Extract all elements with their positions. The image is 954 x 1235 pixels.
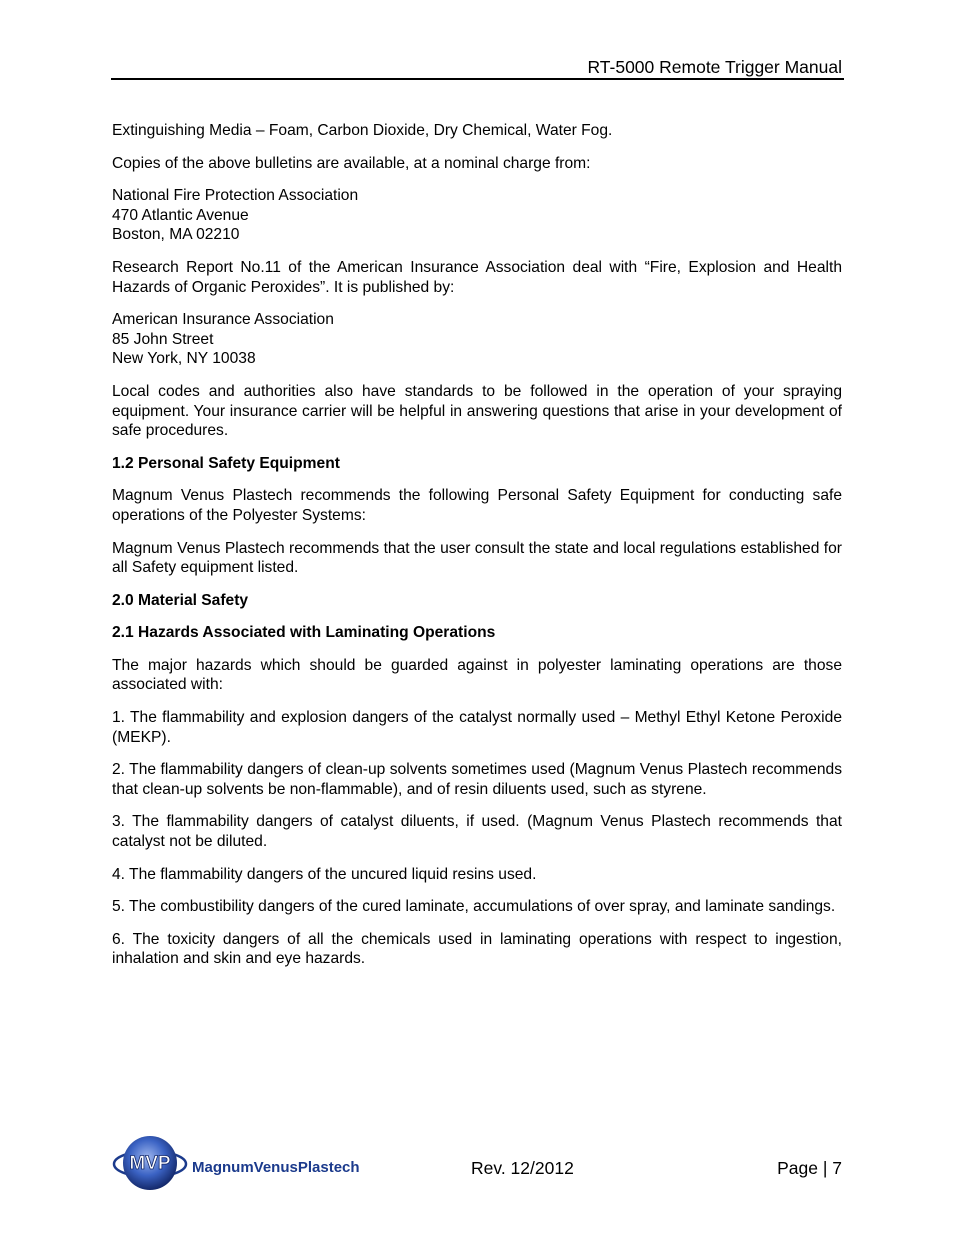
address-line: New York, NY 10038 bbox=[112, 350, 256, 368]
paragraph-recommends: Magnum Venus Plastech recommends the following Personal Safety Equipment for conducting safe operations of the Polyester Systems: bbox=[112, 487, 842, 524]
list-item: 4. The flammability dangers of the uncured liquid resins used. bbox=[112, 865, 537, 883]
address-line: National Fire Protection Association bbox=[112, 187, 359, 205]
list-item: 5. The combustibility dangers of the cured laminate, accumulations of over spray, and laminate sandings. bbox=[112, 898, 836, 916]
paragraph-extinguishing: Extinguishing Media – Foam, Carbon Dioxide, Dry Chemical, Water Fog. bbox=[112, 122, 613, 139]
address-line: 85 John Street bbox=[112, 330, 214, 348]
logo-mark: MVP bbox=[129, 1153, 171, 1174]
heading-hazards: 2.1 Hazards Associated with Laminating Operations bbox=[112, 624, 496, 642]
paragraph-copies: Copies of the above bulletins are available, at a nominal charge from: bbox=[112, 154, 591, 172]
heading-material-safety: 2.0 Material Safety bbox=[112, 591, 249, 609]
header-title: RT-5000 Remote Trigger Manual bbox=[587, 57, 842, 77]
list-item: 1. The flammability and explosion dangers of the catalyst normally used – Methyl Ethyl Ketone Peroxide (MEKP). bbox=[112, 709, 842, 746]
mvp-logo bbox=[112, 1132, 402, 1194]
list-item: 3. The flammability dangers of catalyst diluents, if used. (Magnum Venus Plastech recommends that catalyst not be diluted. bbox=[112, 813, 842, 851]
address-nfpa bbox=[112, 186, 842, 245]
paragraph-consult: Magnum Venus Plastech recommends that the user consult the state and local regulations established for all Safety equipment listed. bbox=[112, 539, 842, 577]
page-content bbox=[112, 121, 842, 982]
page-footer bbox=[0, 1130, 954, 1200]
page-number: Page | 7 bbox=[777, 1158, 842, 1178]
revision-label: Rev. 12/2012 bbox=[471, 1158, 574, 1178]
heading-personal-safety: 1.2 Personal Safety Equipment bbox=[112, 454, 340, 472]
address-aia bbox=[112, 310, 842, 369]
paragraph-research: Research Report No.11 of the American Insurance Association deal with “Fire, Explosion and Health Hazards of Organic Peroxides”. It is published by: bbox=[112, 258, 842, 296]
list-item: 6. The toxicity dangers of all the chemicals used in laminating operations with respect to ingestion, inhalation and skin and eye hazards. bbox=[112, 930, 842, 968]
header-rule bbox=[111, 78, 844, 80]
address-line: 470 Atlantic Avenue bbox=[112, 206, 249, 224]
paragraph-major-hazards: The major hazards which should be guarded against in polyester laminating operations are those associated with: bbox=[112, 656, 842, 694]
address-line: American Insurance Association bbox=[112, 311, 334, 329]
list-item: 2. The flammability dangers of clean-up solvents sometimes used (Magnum Venus Plastech recommends that clean-up solvents be non-flammable), and of resin diluents used, such as styrene. bbox=[112, 761, 842, 798]
address-line: Boston, MA 02210 bbox=[112, 226, 240, 244]
logo-text: MagnumVenusPlastech bbox=[192, 1159, 360, 1176]
paragraph-local-codes: Local codes and authorities also have standards to be followed in the operation of your spraying equipment. Your insurance carrier will be helpful in answering questions that arise in your development of safe procedures. bbox=[112, 382, 842, 440]
